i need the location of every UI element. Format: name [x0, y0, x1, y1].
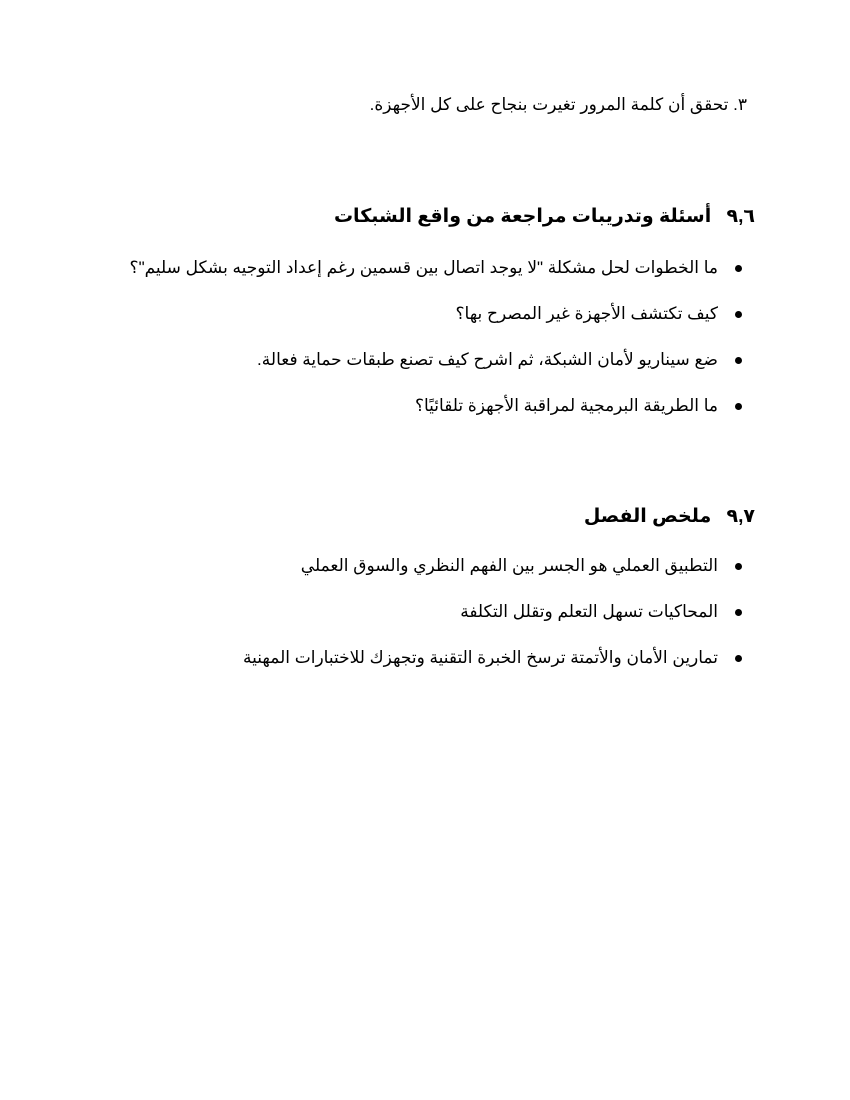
list-item: [130, 255, 742, 281]
section-title: ملخص الفصل: [583, 506, 712, 527]
section-number: ٩,٧: [726, 506, 755, 527]
section-heading-review-questions: [334, 203, 755, 231]
bullet-icon: [735, 403, 742, 410]
list-item-text: تمارين الأمان والأتمتة ترسخ الخبرة التقنية وتجهزك للاختبارات المهنية: [243, 648, 718, 667]
list-item-text: التطبيق العملي هو الجسر بين الفهم النظري والسوق العملي: [300, 556, 718, 575]
section-number: ٩,٦: [726, 206, 755, 227]
bullet-icon: [735, 655, 742, 662]
bullet-icon: [735, 563, 742, 570]
review-questions-list: [130, 255, 742, 439]
section-heading-chapter-summary: [584, 503, 755, 531]
list-item: [243, 645, 742, 671]
bullet-icon: [735, 357, 742, 364]
password-verification-step: ٣. تحقق أن كلمة المرور تغيرت بنجاح على كل الأجهزة.: [369, 95, 747, 114]
list-item-text: المحاكيات تسهل التعلم وتقلل التكلفة: [460, 602, 718, 621]
list-item: [243, 599, 742, 625]
bullet-icon: [735, 311, 742, 318]
list-item: [130, 347, 742, 373]
list-item-text: ما الطريقة البرمجية لمراقبة الأجهزة تلقائيًا؟: [414, 396, 718, 415]
bullet-icon: [735, 265, 742, 272]
bullet-icon: [735, 609, 742, 616]
section-title: أسئلة وتدريبات مراجعة من واقع الشبكات: [333, 206, 712, 227]
list-item-text: ضع سيناريو لأمان الشبكة، ثم اشرح كيف تصنع طبقات حماية فعالة.: [257, 350, 718, 369]
list-item-text: ما الخطوات لحل مشكلة "لا يوجد اتصال بين قسمين رغم إعداد التوجيه بشكل سليم"؟: [129, 258, 718, 277]
chapter-summary-list: [243, 553, 742, 691]
list-item: [243, 553, 742, 579]
list-item: [130, 301, 742, 327]
list-item: [130, 393, 742, 419]
list-item-text: كيف تكتشف الأجهزة غير المصرح بها؟: [455, 304, 718, 323]
